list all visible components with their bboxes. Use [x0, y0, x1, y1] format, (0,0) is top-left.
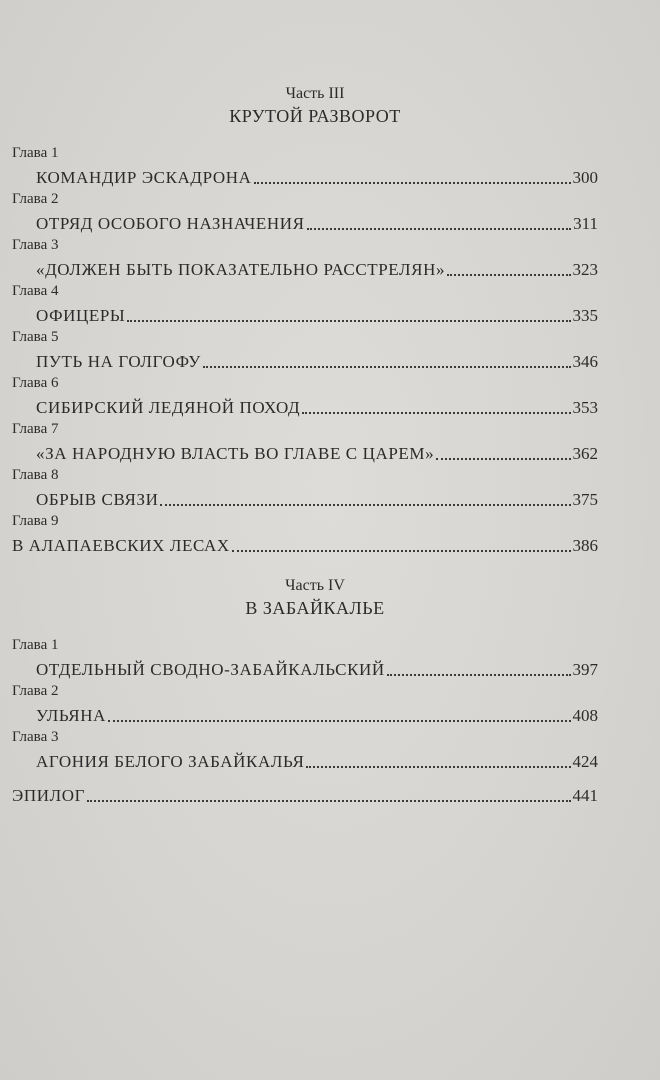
table-of-contents: [12, 84, 598, 808]
chapter-title: «ДОЛЖЕН БЫТЬ ПОКАЗАТЕЛЬНО РАССТРЕЛЯН»: [36, 260, 446, 279]
page-number: 375: [572, 490, 598, 509]
dot-leader: [307, 228, 572, 230]
page-number: 441: [572, 786, 598, 805]
toc-line[interactable]: [12, 438, 598, 466]
toc-entry: [12, 728, 598, 774]
page-number: 300: [572, 168, 598, 187]
dot-leader: [447, 274, 570, 276]
toc-line[interactable]: [12, 208, 598, 236]
chapter-title: ОТДЕЛЬНЫЙ СВОДНО-ЗАБАЙКАЛЬСКИЙ: [36, 660, 385, 679]
toc-line[interactable]: [12, 654, 598, 682]
page-number: 323: [572, 260, 598, 279]
part-4-label: Часть IV: [285, 577, 345, 594]
chapter-label: Глава 2: [12, 683, 59, 699]
page-number: 346: [572, 352, 598, 371]
dot-leader: [302, 412, 570, 414]
chapter-title: ОТРЯД ОСОБОГО НАЗНАЧЕНИЯ: [36, 214, 305, 233]
chapter-label: Глава 5: [12, 329, 59, 345]
toc-line[interactable]: [12, 392, 598, 420]
part-4-title: В ЗАБАЙКАЛЬЕ: [245, 598, 385, 618]
toc-line[interactable]: [12, 254, 598, 282]
chapter-label: Глава 3: [12, 729, 59, 745]
toc-entry: [12, 466, 598, 512]
chapter-label: Глава 9: [12, 513, 59, 529]
toc-entry: [12, 328, 598, 374]
epilogue-line[interactable]: [12, 780, 598, 808]
toc-line[interactable]: [12, 484, 598, 512]
dot-leader: [306, 766, 570, 768]
chapter-title: В АЛАПАЕВСКИХ ЛЕСАХ: [12, 536, 230, 555]
toc-entry: [12, 512, 598, 558]
chapter-label: Глава 8: [12, 467, 59, 483]
toc-line[interactable]: [12, 530, 598, 558]
toc-entry: [12, 190, 598, 236]
toc-entry: [12, 636, 598, 682]
page-number: 353: [572, 398, 598, 417]
dot-leader: [87, 800, 570, 802]
dot-leader: [436, 458, 570, 460]
epilogue-title: ЭПИЛОГ: [12, 786, 86, 805]
chapter-label: Глава 2: [12, 191, 59, 207]
page-number: 397: [572, 660, 598, 679]
dot-leader: [387, 674, 571, 676]
page-number: 408: [572, 706, 598, 725]
chapter-title: СИБИРСКИЙ ЛЕДЯНОЙ ПОХОД: [36, 398, 301, 417]
dot-leader: [127, 320, 570, 322]
chapter-title: АГОНИЯ БЕЛОГО ЗАБАЙКАЛЬЯ: [36, 752, 305, 771]
part-3-title: КРУТОЙ РАЗВОРОТ: [229, 106, 401, 126]
chapter-label: Глава 4: [12, 283, 59, 299]
dot-leader: [108, 720, 571, 722]
chapter-title: КОМАНДИР ЭСКАДРОНА: [36, 168, 252, 187]
toc-entry: [12, 144, 598, 190]
chapter-title: ОФИЦЕРЫ: [36, 306, 126, 325]
toc-line[interactable]: [12, 300, 598, 328]
chapter-label: Глава 7: [12, 421, 59, 437]
toc-entry: [12, 282, 598, 328]
dot-leader: [232, 550, 571, 552]
toc-line[interactable]: [12, 700, 598, 728]
toc-line[interactable]: [12, 346, 598, 374]
page-number: 311: [573, 214, 598, 233]
chapter-label: Глава 3: [12, 237, 59, 253]
chapter-title: ПУТЬ НА ГОЛГОФУ: [36, 352, 201, 371]
chapter-label: Глава 1: [12, 145, 59, 161]
page-number: 386: [572, 536, 598, 555]
chapter-title: УЛЬЯНА: [36, 706, 106, 725]
chapter-title: «ЗА НАРОДНУЮ ВЛАСТЬ ВО ГЛАВЕ С ЦАРЕМ»: [36, 444, 435, 463]
dot-leader: [160, 504, 570, 506]
chapter-title: ОБРЫВ СВЯЗИ: [36, 490, 159, 509]
chapter-label: Глава 1: [12, 637, 59, 653]
toc-entry: [12, 374, 598, 420]
toc-line[interactable]: [12, 162, 598, 190]
page-number: 424: [572, 752, 598, 771]
chapter-label: Глава 6: [12, 375, 59, 391]
toc-entry: [12, 236, 598, 282]
toc-entry: [12, 682, 598, 728]
part-3-label: Часть III: [285, 85, 345, 102]
page-number: 335: [572, 306, 598, 325]
dot-leader: [203, 366, 571, 368]
toc-line[interactable]: [12, 746, 598, 774]
toc-entry: [12, 420, 598, 466]
page-number: 362: [572, 444, 598, 463]
dot-leader: [254, 182, 571, 184]
